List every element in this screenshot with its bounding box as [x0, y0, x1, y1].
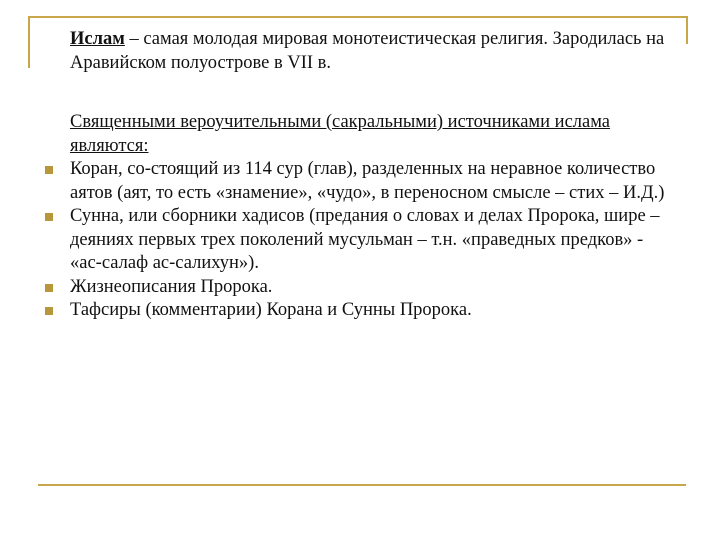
list-item-text: Коран, со-стоящий из 114 сур (глав), разделенных на неравное количество аятов (аят, то есть «знамение», «чудо», в переносном смысле – стих – И.Д.) — [70, 159, 665, 203]
square-bullet-icon — [45, 166, 53, 174]
list-item — [70, 158, 670, 205]
list-item-text: Сунна, или сборники хадисов (предания о словах и делах Пророка, шире – деяниях первых трех поколений мусульман – т.н. «праведных предков» - «ас-салаф ас-салихун»). — [70, 206, 660, 273]
frame-top-line — [28, 16, 686, 18]
list-item-text: Жизнеописания Пророка. — [70, 276, 273, 297]
sources-list — [70, 158, 670, 323]
frame-right-line — [686, 16, 688, 44]
list-item — [70, 276, 670, 300]
list-item — [70, 205, 670, 276]
list-item-text: Тафсиры (комментарии) Корана и Сунны Пророка. — [70, 300, 472, 320]
intro-paragraph — [70, 28, 670, 75]
square-bullet-icon — [45, 213, 53, 221]
square-bullet-icon — [45, 307, 53, 315]
frame-bottom-line — [38, 484, 686, 486]
slide-content — [70, 28, 670, 323]
intro-term: Ислам — [70, 29, 125, 49]
sources-heading: Священными вероучительными (сакральными) источниками ислама являются: — [70, 112, 611, 156]
square-bullet-icon — [45, 284, 53, 292]
intro-definition: – самая молодая мировая монотеистическая религия. Зародилась на Аравийском полуострове в VII в. — [70, 29, 665, 73]
list-item — [70, 299, 670, 323]
frame-left-line — [28, 16, 30, 68]
